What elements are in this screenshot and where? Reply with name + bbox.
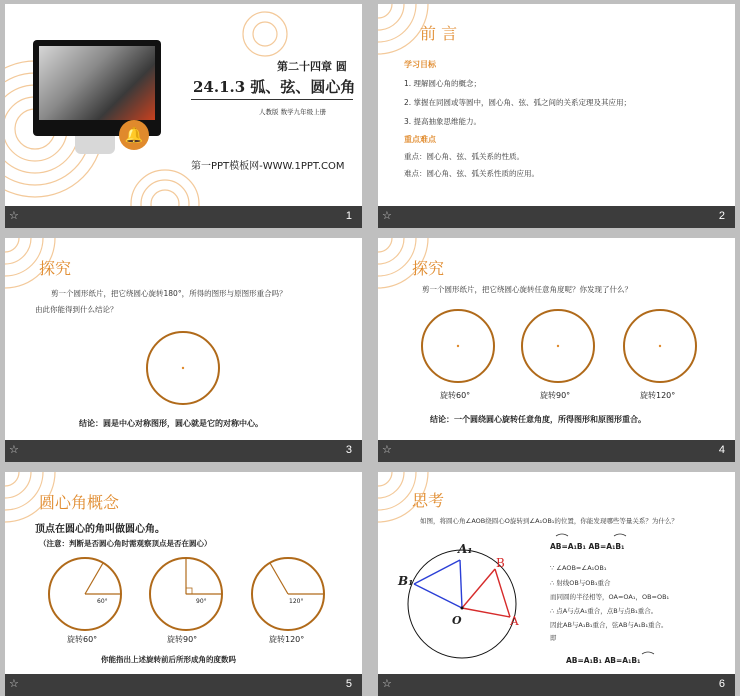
angle-label: 90° bbox=[196, 598, 207, 605]
slide-1-footer bbox=[5, 206, 362, 228]
slide-3[interactable] bbox=[5, 238, 362, 440]
slide-3-footer bbox=[5, 440, 362, 462]
point-label-a1: A₁ bbox=[458, 542, 473, 556]
slide-title: 前 言 bbox=[420, 24, 458, 43]
rotation-label: 旋转90° bbox=[167, 635, 198, 644]
rotation-label: 旋转90° bbox=[540, 391, 571, 400]
conclusion: 结论：一个圆绕圆心旋转任意角度，所得图形和原图形重合。 bbox=[430, 414, 646, 424]
goal-item: 3. 提高抽象思维能力。 bbox=[404, 117, 482, 126]
star-icon: ☆ bbox=[9, 209, 19, 222]
circle-center bbox=[182, 367, 184, 369]
slide-number: 2 bbox=[718, 210, 725, 222]
question: 如图，将圆心角∠AOB绕圆心O旋转到∠A₁OB₁的位置，你能发现哪些等量关系？为什么？ bbox=[420, 517, 678, 525]
slide-number: 3 bbox=[345, 444, 352, 456]
slide-title: 探究 bbox=[39, 259, 72, 278]
star-icon: ☆ bbox=[382, 677, 392, 690]
equation-bottom: AB=A₁B₁ AB=A₁B₁ bbox=[566, 656, 641, 665]
slide-number: 4 bbox=[718, 444, 725, 456]
slide-4-footer bbox=[378, 440, 735, 462]
slide-title: 圆心角概念 bbox=[39, 493, 120, 512]
star-icon: ☆ bbox=[382, 209, 392, 222]
proof-line: ∴ 射线OB与OB₁重合 bbox=[550, 579, 611, 587]
slide-5-footer bbox=[5, 674, 362, 696]
key-item: 难点：圆心角、弦、弧关系性质的应用。 bbox=[404, 169, 539, 178]
goal-item: 2. 掌握在同圆或等圆中，圆心角、弦、弧之间的关系定理及其应用； bbox=[404, 98, 632, 107]
proof-line: ∴ 点A与点A₁重合，点B与点B₁重合。 bbox=[550, 607, 658, 615]
definition: 顶点在圆心的角叫做圆心角。 bbox=[35, 524, 165, 535]
slide-4[interactable] bbox=[378, 238, 735, 440]
proof-line: 即 bbox=[550, 634, 557, 642]
key-heading: 重点难点 bbox=[404, 135, 436, 144]
point-label-o: O bbox=[452, 614, 462, 627]
question: 你能指出上述旋转前后所形成角的度数吗 bbox=[101, 655, 236, 664]
bell-icon: 🔔 bbox=[119, 120, 149, 150]
proof-line: 因此AB与A₁B₁重合，弦AB与A₁B₁重合。 bbox=[550, 621, 668, 629]
proof-line: 而同圆的半径相等，OA=OA₁，OB=OB₁ bbox=[550, 593, 670, 601]
slide-5[interactable] bbox=[5, 472, 362, 674]
slide-6[interactable] bbox=[378, 472, 735, 674]
angle-label: 120° bbox=[289, 598, 304, 605]
slide-1[interactable] bbox=[5, 4, 362, 206]
chapter-title: 第二十四章 圆 bbox=[277, 60, 347, 73]
monitor-stand bbox=[75, 136, 115, 154]
slide-title: 探究 bbox=[412, 259, 445, 278]
slide-number: 1 bbox=[345, 210, 352, 222]
website-text[interactable]: 第一PPT模板网-WWW.1PPT.COM bbox=[191, 161, 345, 172]
question-line-2: 由此你能得到什么结论？ bbox=[35, 305, 118, 314]
point-label-b1: B₁ bbox=[398, 574, 414, 588]
rotation-label: 旋转120° bbox=[269, 635, 305, 644]
proof-line: ∵ ∠AOB=∠A₁OB₁ bbox=[550, 564, 607, 572]
rotation-label: 旋转60° bbox=[67, 635, 98, 644]
slide-2-footer bbox=[378, 206, 735, 228]
question: 剪一个圆形纸片，把它绕圆心旋转任意角度呢？你发现了什么？ bbox=[422, 285, 632, 294]
publisher-line: 人教版 数学九年级上册 bbox=[259, 108, 327, 116]
goals-heading: 学习目标 bbox=[404, 60, 436, 69]
slide-number: 5 bbox=[345, 678, 352, 690]
lesson-title: 24.1.3 弧、弦、圆心角 bbox=[193, 78, 356, 96]
slide-6-footer bbox=[378, 674, 735, 696]
title-underline bbox=[191, 99, 353, 100]
equation-top: AB=A₁B₁ AB=A₁B₁ bbox=[550, 542, 625, 551]
angle-label: 60° bbox=[97, 598, 108, 605]
slide-2[interactable] bbox=[378, 4, 735, 206]
rotation-label: 旋转60° bbox=[440, 391, 471, 400]
slide-number: 6 bbox=[718, 678, 725, 690]
conclusion: 结论：圆是中心对称图形，圆心就是它的对称中心。 bbox=[79, 418, 263, 428]
star-icon: ☆ bbox=[382, 443, 392, 456]
star-icon: ☆ bbox=[9, 443, 19, 456]
question-line-1: 剪一个圆形纸片，把它绕圆心旋转180°，所得的图形与原图形重合吗？ bbox=[51, 289, 287, 298]
monitor-screen-photo bbox=[39, 46, 155, 120]
star-icon: ☆ bbox=[9, 677, 19, 690]
center-point-o bbox=[461, 607, 464, 610]
note: （注意：判断是否圆心角时需观察顶点是否在圆心） bbox=[39, 539, 212, 548]
slide-title: 思考 bbox=[412, 491, 445, 510]
point-label-b: B bbox=[496, 556, 505, 570]
key-item: 重点：圆心角、弦、弧关系的性质。 bbox=[404, 152, 524, 161]
point-label-a: A bbox=[510, 614, 519, 628]
rotation-label: 旋转120° bbox=[640, 391, 676, 400]
goal-item: 1. 理解圆心角的概念； bbox=[404, 79, 482, 88]
